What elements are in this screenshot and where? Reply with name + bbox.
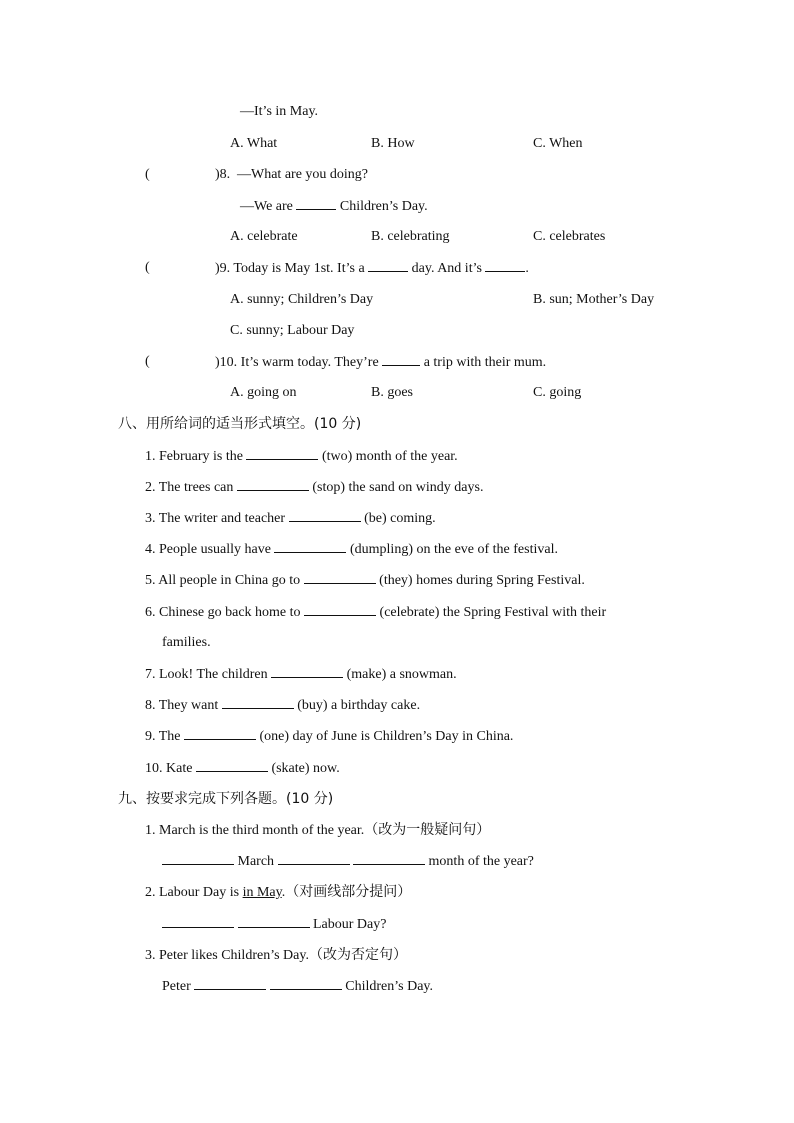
s9-item-2-text: 2. Labour Day is	[145, 885, 240, 900]
s8-item-6-post: (celebrate) the Spring Festival with their	[379, 605, 607, 620]
s9-item-3-answer	[162, 976, 433, 997]
s8-item-8-pre: 8. They want	[145, 698, 219, 713]
s9-item-3-text: 3. Peter likes Children’s Day.	[145, 948, 309, 963]
q10-text-b: a trip with their mum.	[423, 355, 547, 370]
s8-item-2	[145, 477, 483, 498]
s8-item-2-pre: 2. The trees can	[145, 480, 234, 495]
q8-answer-post: Children’s Day.	[339, 199, 428, 214]
q9-text-a: Today is May 1st. It’s a	[233, 261, 365, 276]
s8-item-5-post: (they) homes during Spring Festival.	[379, 573, 585, 588]
q9-blank-1[interactable]	[368, 258, 408, 272]
q7-answer-line: —It’s in May.	[240, 104, 319, 119]
s9-item-3-ans-start: Peter	[162, 979, 191, 994]
s9-item-2-period: .	[281, 885, 286, 900]
s9-item-1-ans-mid: March	[237, 854, 275, 869]
s8-item-10-post: (skate) now.	[271, 761, 340, 776]
q9-text-c: .	[525, 261, 529, 276]
s8-item-1-post: (two) month of the year.	[321, 449, 458, 464]
s8-item-9-pre: 9. The	[145, 729, 181, 744]
s8-item-3	[145, 508, 436, 529]
q10-option-c: C. going	[533, 385, 582, 400]
s8-item-6-blank[interactable]	[304, 602, 376, 616]
s8-item-1-blank[interactable]	[246, 446, 318, 460]
s8-item-9-blank[interactable]	[184, 726, 256, 740]
s8-item-5	[145, 570, 585, 591]
s8-item-2-post: (stop) the sand on windy days.	[312, 480, 484, 495]
q10-paren-open: (	[145, 354, 150, 369]
s9-item-1-text: 1. March is the third month of the year.	[145, 823, 365, 838]
s8-item-9	[145, 726, 513, 747]
q10-option-b: B. goes	[371, 385, 413, 400]
s9-item-3-question	[145, 945, 407, 966]
q10-line	[215, 352, 546, 373]
section9-title: 九、按要求完成下列各题。(10 分)	[118, 791, 334, 807]
s9-item-2-answer	[162, 914, 386, 935]
s9-item-1-ans-end: month of the year?	[428, 854, 534, 869]
q10-option-a: A. going on	[230, 385, 297, 400]
s9-item-2-blank-2[interactable]	[238, 914, 310, 928]
q9-option-a: A. sunny; Children’s Day	[230, 292, 374, 307]
s8-item-1	[145, 446, 458, 467]
s9-item-1-note: （改为一般疑问句）	[364, 822, 491, 838]
s8-item-4-post: (dumpling) on the eve of the festival.	[349, 542, 558, 557]
q9-blank-2[interactable]	[485, 258, 525, 272]
s8-item-6-continuation: families.	[162, 635, 211, 650]
s8-item-1-pre: 1. February is the	[145, 449, 243, 464]
s9-item-1-answer	[162, 851, 534, 872]
section8-title: 八、用所给词的适当形式填空。(10 分)	[118, 416, 362, 432]
s8-item-6	[145, 602, 606, 623]
s8-item-7-pre: 7. Look! The children	[145, 667, 268, 682]
q10-number: )10.	[215, 355, 238, 370]
q8-answer-line	[240, 196, 428, 217]
s8-item-10-blank[interactable]	[196, 758, 268, 772]
q8-option-c: C. celebrates	[533, 229, 606, 244]
s9-item-3-ans-end: Children’s Day.	[345, 979, 434, 994]
s8-item-4-pre: 4. People usually have	[145, 542, 271, 557]
s8-item-4-blank[interactable]	[274, 539, 346, 553]
s8-item-2-blank[interactable]	[237, 477, 309, 491]
s8-item-5-blank[interactable]	[304, 570, 376, 584]
q9-line	[215, 258, 529, 279]
s8-item-10	[145, 758, 340, 779]
q8-question: —What are you doing?	[237, 167, 369, 182]
q9-option-b: B. sun; Mother’s Day	[533, 292, 655, 307]
s8-item-6-pre: 6. Chinese go back home to	[145, 605, 301, 620]
s9-item-3-blank-2[interactable]	[270, 976, 342, 990]
s8-item-7-post: (make) a snowman.	[346, 667, 457, 682]
s9-item-1-blank-1[interactable]	[162, 851, 234, 865]
s9-item-1-question	[145, 820, 490, 841]
s8-item-5-pre: 5. All people in China go to	[145, 573, 301, 588]
q8-option-a: A. celebrate	[230, 229, 298, 244]
s8-item-3-blank[interactable]	[289, 508, 361, 522]
q9-number: )9.	[215, 261, 231, 276]
s9-item-2-blank-1[interactable]	[162, 914, 234, 928]
s8-item-7-blank[interactable]	[271, 664, 343, 678]
s9-item-2-underlined: in May	[242, 885, 282, 900]
q9-paren-open: (	[145, 260, 150, 275]
q7-option-b: B. How	[371, 136, 415, 151]
s9-item-3-blank-1[interactable]	[194, 976, 266, 990]
q8-paren-open: (	[145, 167, 150, 182]
s9-item-2-ans-end: Labour Day?	[313, 917, 387, 932]
q8-option-b: B. celebrating	[371, 229, 450, 244]
s8-item-8-blank[interactable]	[222, 695, 294, 709]
q9-text-b: day. And it’s	[411, 261, 482, 276]
s8-item-3-pre: 3. The writer and teacher	[145, 511, 286, 526]
q8-number: )8.	[215, 167, 231, 182]
s8-item-7	[145, 664, 457, 685]
q9-option-c: C. sunny; Labour Day	[230, 323, 355, 338]
s9-item-1-blank-3[interactable]	[353, 851, 425, 865]
q8-blank[interactable]	[296, 196, 336, 210]
s9-item-1-blank-2[interactable]	[278, 851, 350, 865]
s8-item-9-post: (one) day of June is Children’s Day in China.	[259, 729, 514, 744]
s8-item-3-post: (be) coming.	[364, 511, 436, 526]
q10-text-a: It’s warm today. They’re	[240, 355, 379, 370]
s8-item-4	[145, 539, 558, 560]
q10-blank[interactable]	[382, 352, 420, 366]
q8-answer-pre: —We are	[240, 199, 293, 214]
s8-item-8-post: (buy) a birthday cake.	[297, 698, 421, 713]
s8-item-10-pre: 10. Kate	[145, 761, 193, 776]
s9-item-3-note: （改为否定句）	[308, 947, 407, 963]
s9-item-2-note: （对画线部分提问）	[285, 884, 412, 900]
s9-item-2-question	[145, 882, 411, 903]
q7-option-a: A. What	[230, 136, 278, 151]
q7-option-c: C. When	[533, 136, 583, 151]
s8-item-8	[145, 695, 420, 716]
